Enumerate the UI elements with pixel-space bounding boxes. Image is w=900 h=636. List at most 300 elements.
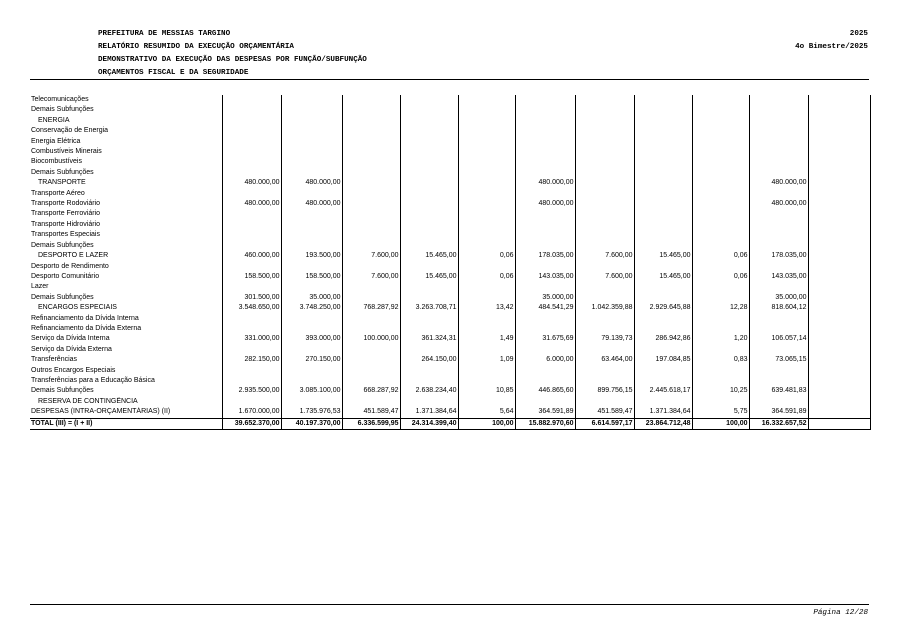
cell-value [400,376,458,386]
cell-value: 480.000,00 [749,178,808,188]
cell-value: 15.882.970,60 [515,418,575,429]
cell-value [342,220,400,230]
cell-value [281,262,342,272]
cell-value: 31.675,69 [515,334,575,344]
cell-value [342,95,400,105]
cell-value [342,355,400,365]
cell-value: 13,42 [458,303,515,313]
cell-value [222,189,281,199]
cell-value [575,116,634,126]
header-year: 2025 [849,30,868,38]
cell-empty [808,293,870,303]
cell-value [575,209,634,219]
cell-value [281,95,342,105]
cell-value [692,262,749,272]
row-label: Biocombustíveis [30,157,222,167]
cell-value [281,397,342,407]
cell-empty [808,418,870,429]
cell-value [222,147,281,157]
cell-value [400,157,458,167]
cell-value [634,168,692,178]
cell-value [634,376,692,386]
cell-value [634,209,692,219]
row-label: Desporto de Rendimento [30,262,222,272]
cell-value: 480.000,00 [222,178,281,188]
row-label: Refinanciamento da Dívida Interna [30,314,222,324]
cell-value [281,209,342,219]
cell-value [458,116,515,126]
cell-value [458,230,515,240]
cell-value [749,126,808,136]
cell-value [342,178,400,188]
cell-value: 73.065,15 [749,355,808,365]
row-label: DESPESAS (INTRA-ORÇAMENTÁRIAS) (II) [30,407,222,418]
cell-value [749,241,808,251]
cell-value [222,209,281,219]
cell-value: 768.287,92 [342,303,400,313]
cell-value [575,376,634,386]
cell-value: 100,00 [458,418,515,429]
cell-value [575,230,634,240]
cell-value [222,366,281,376]
cell-value [692,147,749,157]
cell-value: 12,28 [692,303,749,313]
cell-value [400,324,458,334]
cell-value [400,168,458,178]
row-label: Demais Subfunções [30,241,222,251]
cell-value [458,220,515,230]
row-label: ENCARGOS ESPECIAIS [30,303,222,313]
cell-value [458,282,515,292]
cell-value [515,95,575,105]
cell-value [400,209,458,219]
cell-value [692,157,749,167]
cell-value [342,157,400,167]
cell-value [692,116,749,126]
cell-value [634,282,692,292]
cell-value [400,230,458,240]
cell-value: 480.000,00 [515,178,575,188]
cell-value [222,157,281,167]
header-period: 4o Bimestre/2025 [795,43,868,51]
cell-value [400,262,458,272]
cell-value [634,126,692,136]
table-row [30,251,870,261]
cell-value [281,220,342,230]
cell-value: 193.500,00 [281,251,342,261]
cell-empty [808,376,870,386]
cell-value [634,293,692,303]
cell-empty [808,230,870,240]
cell-value [458,157,515,167]
cell-value: 1,20 [692,334,749,344]
table-row [30,137,870,147]
row-label: Transferências para a Educação Básica [30,376,222,386]
cell-value [281,282,342,292]
cell-empty [808,209,870,219]
cell-value [749,137,808,147]
cell-value: 2.638.234,40 [400,386,458,396]
cell-value [575,282,634,292]
cell-value [222,282,281,292]
table-row [30,209,870,219]
cell-value [749,397,808,407]
cell-value: 480.000,00 [515,199,575,209]
cell-value [222,116,281,126]
cell-value [575,178,634,188]
cell-value [634,189,692,199]
cell-value: 35.000,00 [749,293,808,303]
table-row [30,355,870,365]
cell-value [281,230,342,240]
row-label: Serviço da Dívida Externa [30,345,222,355]
cell-value [749,116,808,126]
cell-value: 0,06 [458,251,515,261]
table-row [30,324,870,334]
row-label: Lazer [30,282,222,292]
cell-value [634,95,692,105]
cell-value [634,397,692,407]
cell-value [575,126,634,136]
cell-value: 7.600,00 [575,251,634,261]
cell-value [749,324,808,334]
cell-value [458,376,515,386]
row-label: Demais Subfunções [30,168,222,178]
cell-value [634,157,692,167]
cell-value [222,376,281,386]
cell-value: 393.000,00 [281,334,342,344]
cell-empty [808,126,870,136]
cell-value [342,168,400,178]
table-row [30,334,870,344]
cell-value: 15.465,00 [400,251,458,261]
cell-value [222,95,281,105]
cell-value [749,282,808,292]
cell-value: 264.150,00 [400,355,458,365]
cell-value [692,230,749,240]
cell-value [342,199,400,209]
table-row [30,126,870,136]
cell-value [458,105,515,115]
cell-value [749,314,808,324]
cell-value: 1.042.359,88 [575,303,634,313]
cell-value [634,116,692,126]
cell-value: 282.150,00 [222,355,281,365]
cell-value [222,262,281,272]
cell-value: 451.589,47 [575,407,634,418]
table-row [30,303,870,313]
table-row [30,345,870,355]
row-label: Desporto Comunitário [30,272,222,282]
cell-value [634,366,692,376]
cell-value: 286.942,86 [634,334,692,344]
cell-value [515,397,575,407]
row-label: Telecomunicações [30,95,222,105]
cell-value: 3.085.100,00 [281,386,342,396]
table-row [30,272,870,282]
cell-value [575,95,634,105]
table-row [30,397,870,407]
cell-empty [808,199,870,209]
cell-empty [808,272,870,282]
cell-value: 446.865,60 [515,386,575,396]
cell-value: 143.035,00 [749,272,808,282]
cell-value [281,189,342,199]
cell-value [575,366,634,376]
cell-value [692,345,749,355]
cell-value [342,189,400,199]
cell-value [749,209,808,219]
cell-empty [808,168,870,178]
cell-value [281,376,342,386]
cell-empty [808,105,870,115]
cell-value [515,230,575,240]
cell-value [515,366,575,376]
cell-value: 364.591,89 [749,407,808,418]
cell-value [400,105,458,115]
cell-value [749,230,808,240]
cell-value: 1.371.384,64 [634,407,692,418]
cell-empty [808,366,870,376]
cell-value [342,241,400,251]
cell-value: 10,25 [692,386,749,396]
cell-empty [808,241,870,251]
cell-value: 480.000,00 [281,199,342,209]
cell-empty [808,314,870,324]
header-municipality: PREFEITURA DE MESSIAS TARGINO [98,30,231,38]
cell-value [692,241,749,251]
cell-value: 331.000,00 [222,334,281,344]
cell-value: 480.000,00 [222,199,281,209]
cell-value: 301.500,00 [222,293,281,303]
cell-empty [808,262,870,272]
cell-value [400,137,458,147]
cell-value [458,293,515,303]
cell-value [515,209,575,219]
cell-value: 158.500,00 [222,272,281,282]
table-row [30,241,870,251]
cell-value [458,262,515,272]
cell-value: 460.000,00 [222,251,281,261]
cell-value [342,116,400,126]
cell-value [342,376,400,386]
cell-value [342,324,400,334]
cell-value [281,137,342,147]
cell-value [515,241,575,251]
cell-value: 100.000,00 [342,334,400,344]
expense-table-body [30,95,870,430]
cell-value [515,147,575,157]
cell-value [575,157,634,167]
cell-value: 100,00 [692,418,749,429]
row-label: Refinanciamento da Dívida Externa [30,324,222,334]
cell-value [458,95,515,105]
cell-value [342,137,400,147]
cell-value [222,168,281,178]
cell-value: 197.084,85 [634,355,692,365]
cell-value [634,105,692,115]
cell-value [458,366,515,376]
cell-value [281,345,342,355]
cell-value [749,262,808,272]
cell-empty [808,137,870,147]
table-row [30,262,870,272]
cell-value: 0,06 [458,272,515,282]
table-row [30,314,870,324]
cell-value: 639.481,83 [749,386,808,396]
cell-value [458,324,515,334]
cell-value [400,314,458,324]
cell-value [575,137,634,147]
table-row [30,282,870,292]
cell-value [749,376,808,386]
cell-value: 3.263.708,71 [400,303,458,313]
table-row [30,189,870,199]
cell-value [222,314,281,324]
cell-value [634,147,692,157]
cell-value: 35.000,00 [515,293,575,303]
header-demonstrative: DEMONSTRATIVO DA EXECUÇÃO DAS DESPESAS POR FUNÇÃO/SUBFUNÇÃO [98,56,367,64]
cell-value [458,147,515,157]
cell-value [575,262,634,272]
cell-value [749,105,808,115]
table-row [30,366,870,376]
cell-value [515,168,575,178]
row-label: Demais Subfunções [30,105,222,115]
cell-value: 15.465,00 [400,272,458,282]
cell-value [515,116,575,126]
cell-value [575,199,634,209]
cell-value [222,324,281,334]
cell-value [692,376,749,386]
cell-value [222,241,281,251]
cell-value [515,345,575,355]
cell-value [342,209,400,219]
cell-value [400,366,458,376]
cell-value [749,220,808,230]
cell-value [222,220,281,230]
cell-value [575,147,634,157]
header-report-title: RELATÓRIO RESUMIDO DA EXECUÇÃO ORÇAMENTÁRIA [98,43,294,51]
cell-value [281,116,342,126]
cell-value [342,105,400,115]
row-label: ENERGIA [30,116,222,126]
cell-value [515,324,575,334]
cell-value: 364.591,89 [515,407,575,418]
row-label: Transporte Hidroviário [30,220,222,230]
header-rule [30,79,869,80]
cell-value [749,189,808,199]
cell-value: 15.465,00 [634,251,692,261]
cell-value: 899.756,15 [575,386,634,396]
cell-value [575,105,634,115]
cell-value [281,168,342,178]
cell-value: 39.652.370,00 [222,418,281,429]
cell-value [634,262,692,272]
cell-value [222,345,281,355]
table-row [30,230,870,240]
row-label: Transportes Especiais [30,230,222,240]
cell-empty [808,282,870,292]
cell-value [575,324,634,334]
row-label: Transporte Ferroviário [30,209,222,219]
cell-value [515,282,575,292]
cell-value [222,137,281,147]
row-label: Transferências [30,355,222,365]
cell-value [458,178,515,188]
cell-value: 10,85 [458,386,515,396]
cell-empty [808,397,870,407]
cell-value: 24.314.399,40 [400,418,458,429]
cell-value: 23.864.712,48 [634,418,692,429]
cell-value [342,366,400,376]
row-label: Conservação de Energia [30,126,222,136]
cell-value [634,137,692,147]
cell-value [281,105,342,115]
footer-rule [30,604,869,605]
cell-value [400,178,458,188]
cell-value [400,189,458,199]
cell-empty [808,157,870,167]
cell-value: 7.600,00 [575,272,634,282]
cell-value [342,314,400,324]
cell-empty [808,386,870,396]
row-label: TRANSPORTE [30,178,222,188]
cell-value [692,199,749,209]
cell-value [515,189,575,199]
cell-value: 178.035,00 [749,251,808,261]
table-row [30,168,870,178]
cell-value: 158.500,00 [281,272,342,282]
cell-value: 2.445.618,17 [634,386,692,396]
cell-empty [808,355,870,365]
cell-value [515,157,575,167]
row-label: DESPORTO E LAZER [30,251,222,261]
table-row [30,386,870,396]
cell-value [458,168,515,178]
cell-value [458,126,515,136]
cell-value [342,230,400,240]
cell-value: 668.287,92 [342,386,400,396]
cell-value: 106.057,14 [749,334,808,344]
cell-value [400,126,458,136]
cell-value [575,220,634,230]
cell-value: 143.035,00 [515,272,575,282]
cell-value [400,95,458,105]
cell-value [515,262,575,272]
cell-value [749,345,808,355]
cell-value [692,314,749,324]
cell-value [400,116,458,126]
cell-value [458,314,515,324]
row-label: Demais Subfunções [30,293,222,303]
cell-value [342,282,400,292]
cell-value [575,168,634,178]
cell-value [281,366,342,376]
cell-value [400,147,458,157]
cell-value: 818.604,12 [749,303,808,313]
cell-value [222,230,281,240]
cell-value [515,314,575,324]
cell-value [342,293,400,303]
page-number: Página 12/28 [813,609,868,617]
cell-value [515,137,575,147]
cell-value [575,241,634,251]
cell-value [400,199,458,209]
cell-value [222,105,281,115]
cell-value: 270.150,00 [281,355,342,365]
cell-value: 16.332.657,52 [749,418,808,429]
